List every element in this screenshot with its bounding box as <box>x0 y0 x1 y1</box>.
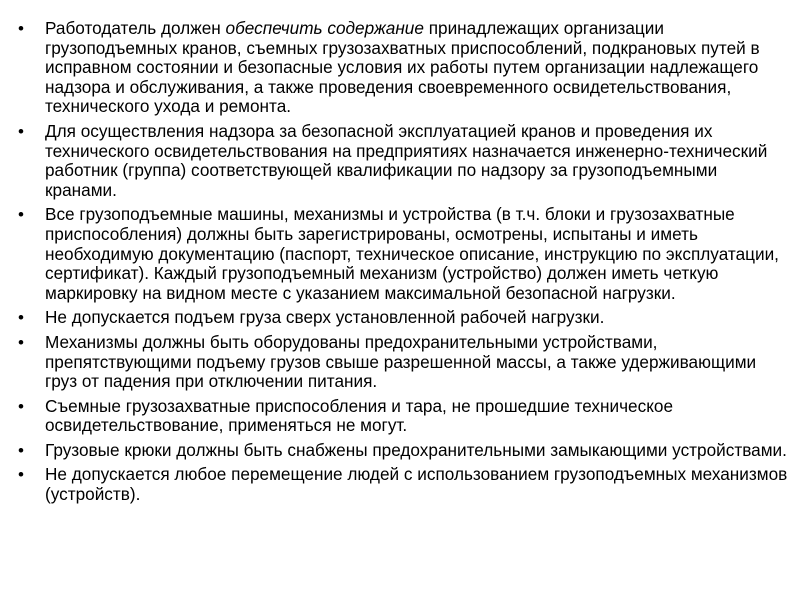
bullet-icon: • <box>18 396 24 416</box>
bullet-text-post: принадлежащих организации грузоподъемных кранов, съемных грузозахватных приспособлений, подкрановых путей в исправном состоянии и безопасные условия их работы путем организации надлежащего надзора и обслуживания, а также проведения своевременного освидетельствования, технического ухода и ремонта. <box>45 18 760 117</box>
bullet-text-emphasis: обеспечить содержание <box>225 18 424 38</box>
bullet-text: Съемные грузозахватные приспособления и тара, не прошедшие техническое освидетельствование, применяться не могут. <box>45 395 674 436</box>
bullet-icon: • <box>18 332 24 352</box>
bullet-item-supervision <box>18 122 788 200</box>
bullet-text-pre: Работодатель должен <box>45 18 226 38</box>
bullet-icon: • <box>18 205 24 225</box>
bullet-item-people-transport <box>18 465 788 504</box>
bullet-text: Не допускается подъем груза сверх установленной рабочей нагрузки. <box>45 307 605 328</box>
bullet-item-load-limit <box>18 308 788 328</box>
bullet-item-removable-devices <box>18 397 788 436</box>
bullet-text: Механизмы должны быть оборудованы предохранительными устройствами, препятствующими подъему грузов свыше разрешенной массы, а также удерживающими груз от падения при отключении питания. <box>45 331 757 392</box>
bullet-item-safety-devices <box>18 333 788 392</box>
bullet-list <box>18 19 788 510</box>
bullet-text: Грузовые крюки должны быть снабжены предохранительными замыкающими устройствами. <box>45 439 787 460</box>
bullet-item-hooks <box>18 441 788 461</box>
bullet-text: Не допускается любое перемещение людей с использованием грузоподъемных механизмов (устройств). <box>45 464 788 505</box>
bullet-icon: • <box>18 19 24 38</box>
bullet-icon: • <box>18 465 24 485</box>
bullet-icon: • <box>18 121 24 141</box>
bullet-item-registration <box>18 205 788 303</box>
bullet-text: Для осуществления надзора за безопасной эксплуатацией кранов и проведения их технического освидетельствования на предприятиях назначается инженерно-технический работник (группа) соответствующей квалификации по надзору за грузоподъемными кранами. <box>45 120 768 200</box>
bullet-icon: • <box>18 440 24 460</box>
bullet-text: Все грузоподъемные машины, механизмы и устройства (в т.ч. блоки и грузозахватные приспособления) должны быть зарегистрированы, осмотрены, испытаны и иметь необходимую документацию (паспорт, техническое описание, инструкцию по эксплуатации, сертификат). Каждый грузоподъемный механизм (устройство) должен иметь четкую маркировку на видном месте с указанием максимальной безопасной нагрузки. <box>45 204 779 303</box>
bullet-icon: • <box>18 308 24 328</box>
bullet-item-employer-duty <box>18 19 788 117</box>
